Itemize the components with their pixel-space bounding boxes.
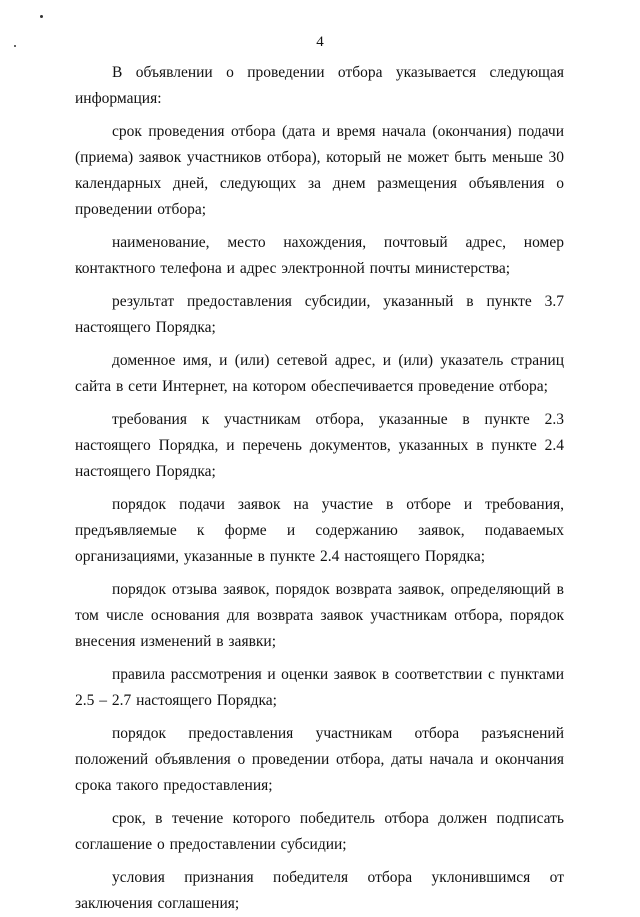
paragraph: порядок подачи заявок на участие в отборе и требования, предъявляемые к форме и содержанию заявок, подаваемых организациями, указанные в пункте 2.4 настоящего Порядка; [75,496,564,565]
paragraph: правила рассмотрения и оценки заявок в соответствии с пунктами 2.5 – 2.7 настоящего Порядка; [75,666,564,709]
paragraph: порядок предоставления участникам отбора разъяснений положений объявления о проведении отбора, даты начала и окончания срока такого предоставления; [75,725,564,794]
paragraph: срок, в течение которого победитель отбора должен подписать соглашение о предоставлении субсидии; [75,810,564,853]
paragraph: срок проведения отбора (дата и время начала (окончания) подачи (приема) заявок участников отбора), который не может быть меньше 30 календарных дней, следующих за днем размещения объявления о проведении отбора; [75,123,564,218]
paragraph: доменное имя, и (или) сетевой адрес, и (или) указатель страниц сайта в сети Интернет, на котором обеспечивается проведение отбора; [75,352,564,395]
paragraph: требования к участникам отбора, указанные в пункте 2.3 настоящего Порядка, и перечень документов, указанных в пункте 2.4 настоящего Порядка; [75,411,564,480]
page-number: 4 [316,34,324,50]
paragraph: условия признания победителя отбора уклонившимся от заключения соглашения; [75,869,564,912]
paragraph: порядок отзыва заявок, порядок возврата заявок, определяющий в том числе основания для возврата заявок участникам отбора, порядок внесения изменений в заявки; [75,581,564,650]
paragraph: В объявлении о проведении отбора указывается следующая информация: [75,64,564,107]
paragraph: результат предоставления субсидии, указанный в пункте 3.7 настоящего Порядка; [75,293,564,336]
paragraph: наименование, место нахождения, почтовый адрес, номер контактного телефона и адрес электронной почты министерства; [75,234,564,277]
scan-dot [40,15,43,18]
document-body [75,60,564,917]
